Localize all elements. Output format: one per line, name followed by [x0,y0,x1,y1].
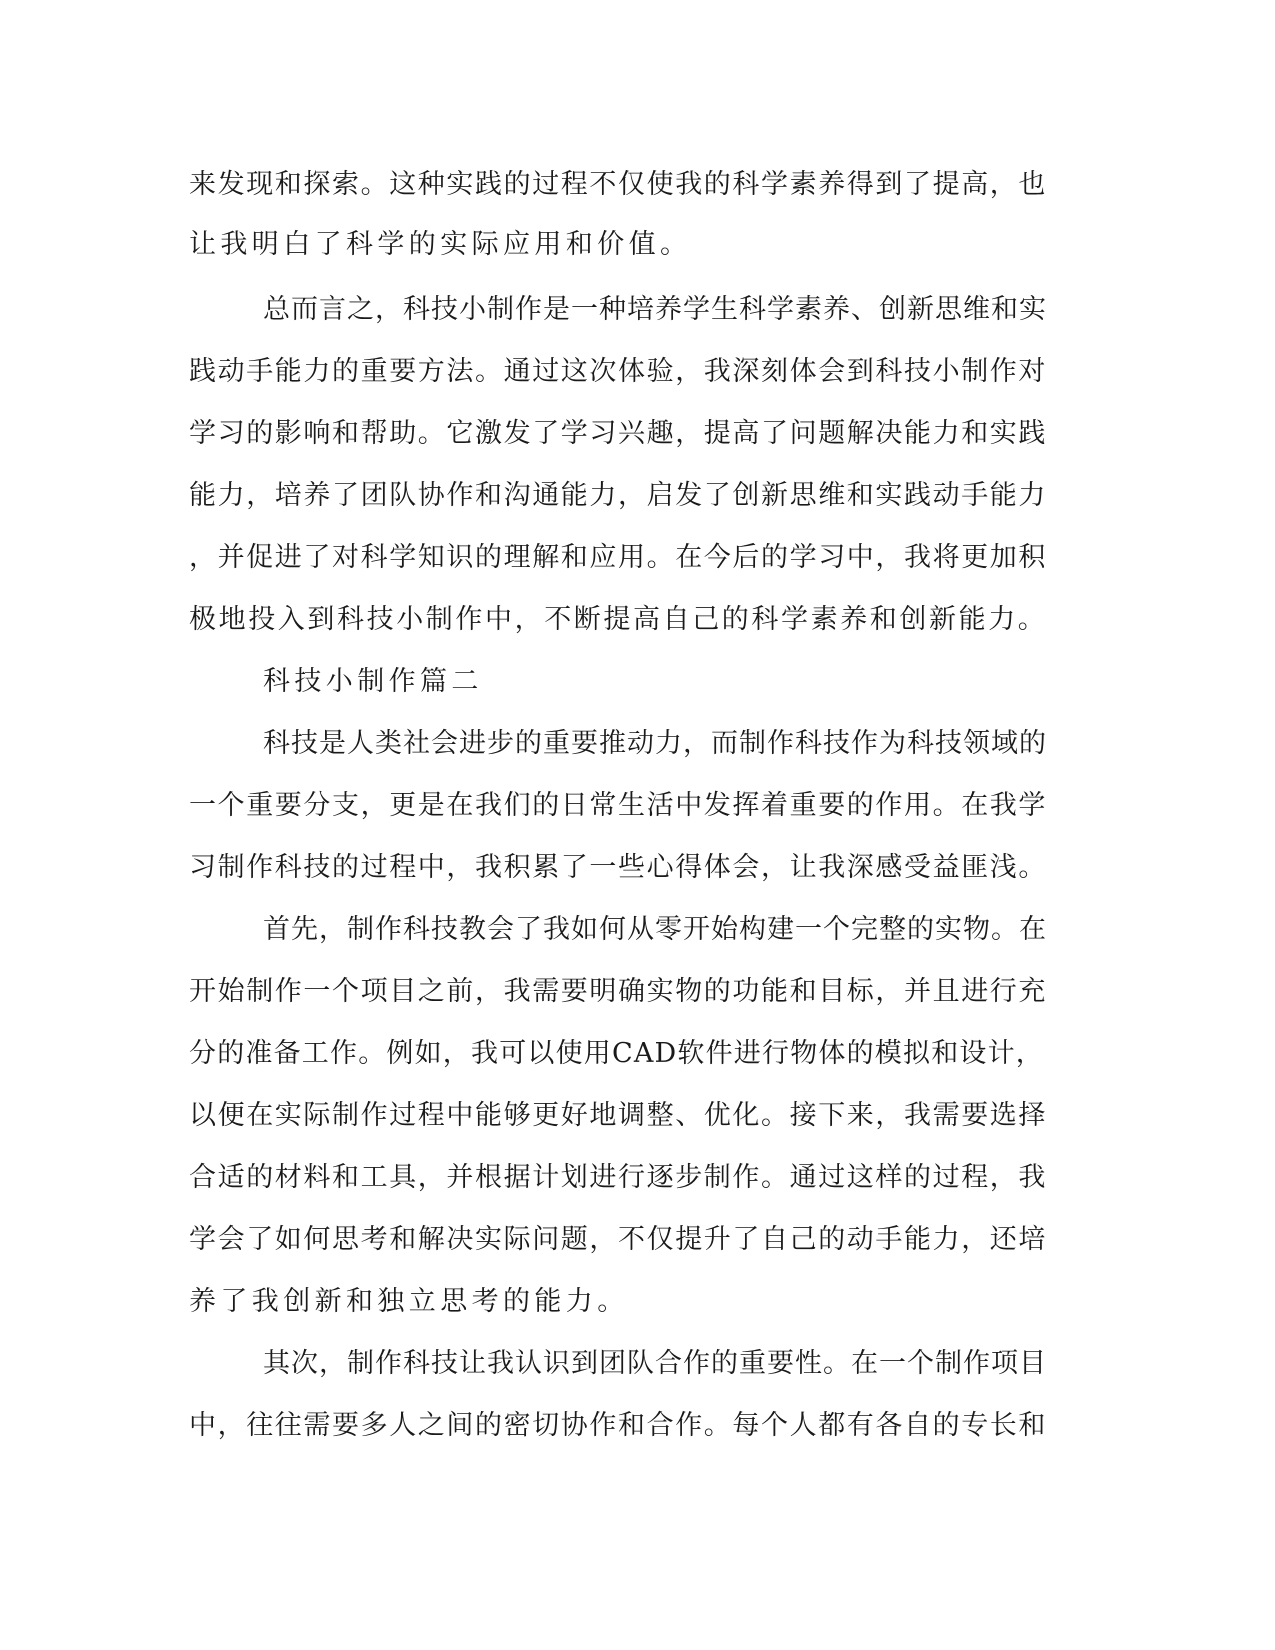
text-line: 极地投入到科技小制作中，不断提高自己的科学素养和创新能力。 [189,604,1048,635]
text-line: 习制作科技的过程中，我积累了一些心得体会，让我深感受益匪浅。 [189,852,1047,883]
text-line: 开始制作一个项目之前，我需要明确实物的功能和目标，并且进行充 [189,976,1047,1007]
paragraph-start: 科技是人类社会进步的重要推动力，而制作科技作为科技领域的 [263,728,1047,759]
text-line: 养了我创新和独立思考的能力。 [189,1286,629,1317]
text-line: 分的准备工作。例如，我可以使用CAD软件进行物体的模拟和设计， [189,1038,1045,1069]
text-line: 学会了如何思考和解决实际问题，不仅提升了自己的动手能力，还培 [189,1224,1047,1255]
section-heading: 科技小制作篇二 [263,666,483,697]
text-line: 让我明白了科学的实际应用和价值。 [189,229,692,260]
text-line: ，并促进了对科学知识的理解和应用。在今后的学习中，我将更加积 [189,542,1047,573]
text-line: 中，往往需要多人之间的密切协作和合作。每个人都有各自的专长和 [189,1410,1047,1441]
text-line: 学习的影响和帮助。它激发了学习兴趣，提高了问题解决能力和实践 [189,418,1047,449]
text-line: 践动手能力的重要方法。通过这次体验，我深刻体会到科技小制作对 [189,356,1047,387]
paragraph-start: 首先，制作科技教会了我如何从零开始构建一个完整的实物。在 [263,914,1047,945]
text-line: 一个重要分支，更是在我们的日常生活中发挥着重要的作用。在我学 [189,790,1047,821]
paragraph-start: 总而言之，科技小制作是一种培养学生科学素养、创新思维和实 [263,294,1047,325]
paragraph-start: 其次，制作科技让我认识到团队合作的重要性。在一个制作项目 [263,1348,1047,1379]
text-line: 合适的材料和工具，并根据计划进行逐步制作。通过这样的过程，我 [189,1162,1047,1193]
text-line: 能力，培养了团队协作和沟通能力，启发了创新思维和实践动手能力 [189,480,1047,511]
text-line: 来发现和探索。这种实践的过程不仅使我的科学素养得到了提高，也 [189,169,1047,200]
text-line: 以便在实际制作过程中能够更好地调整、优化。接下来，我需要选择 [189,1100,1047,1131]
